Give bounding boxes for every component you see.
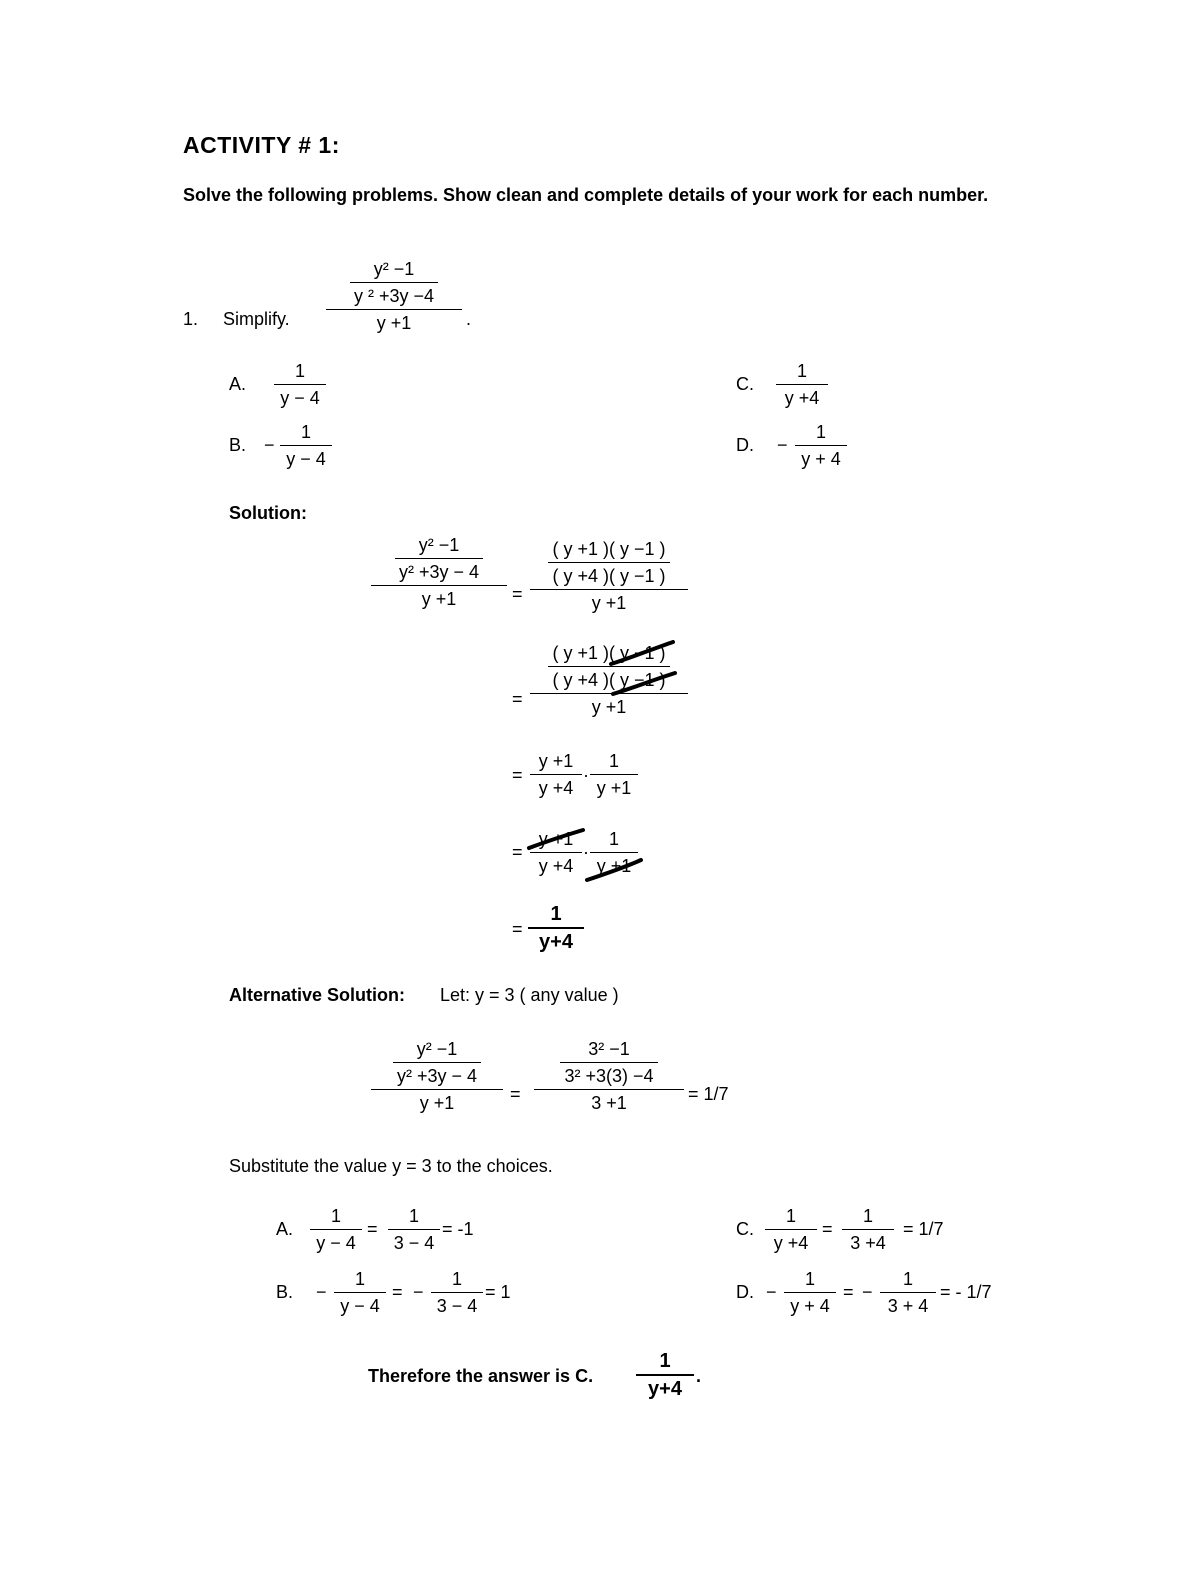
alternative-let: Let: y = 3 ( any value )	[440, 985, 619, 1005]
fraction-bar	[776, 384, 828, 385]
sub-choice-a-label: A.	[276, 1219, 294, 1239]
solution-final	[528, 903, 584, 953]
alt-lhs-mid: y² +3y − 4	[396, 1066, 478, 1086]
fraction-bar	[880, 1292, 936, 1293]
fraction-bar	[530, 774, 582, 775]
sub-c-den2: 3 +4	[850, 1233, 886, 1253]
equals-sign: =	[512, 842, 523, 862]
choice-b-sign: −	[264, 435, 275, 455]
problem-expr-num: y² −1	[373, 259, 415, 279]
choice-d-den: y + 4	[801, 449, 841, 469]
cancel-strike-marks	[605, 640, 685, 700]
equals-sign: =	[392, 1282, 403, 1302]
sub-choice-d-result: = - 1/7	[940, 1282, 992, 1302]
sub-b-den: y − 4	[340, 1296, 380, 1316]
sub-a-den: y − 4	[316, 1233, 356, 1253]
equals-sign: =	[367, 1219, 378, 1239]
sub-d-den2: 3 + 4	[887, 1296, 929, 1316]
solution-step1-mid: ( y +4 )( y −1 )	[552, 566, 666, 586]
fraction-bar	[842, 1229, 894, 1230]
choice-d-fraction	[795, 421, 847, 470]
solution-lhs-mid: y² +3y − 4	[398, 562, 480, 582]
solution-step1-num: ( y +1 )( y −1 )	[552, 539, 666, 559]
equals-sign: =	[510, 1084, 521, 1104]
alternative-rhs	[534, 1038, 684, 1114]
multiply-dot: ·	[583, 842, 589, 862]
problem-expr-mid: y ² +3y −4	[353, 286, 435, 306]
sub-c-num: 1	[785, 1206, 796, 1226]
choice-b-den: y − 4	[286, 449, 326, 469]
final-den: y+4	[539, 931, 573, 953]
choice-d-num: 1	[815, 422, 826, 442]
alt-rhs-den: 3 +1	[591, 1093, 627, 1113]
solution-lhs-num: y² −1	[418, 535, 460, 555]
alt-lhs-num: y² −1	[416, 1039, 458, 1059]
fraction-bar	[371, 585, 507, 586]
fraction-bar	[274, 384, 326, 385]
sub-choice-d-sign: −	[766, 1282, 777, 1302]
alternative-lhs	[371, 1038, 503, 1114]
sub-d-num: 1	[804, 1269, 815, 1289]
solution-step3-factor1	[530, 750, 582, 799]
sub-c-num2: 1	[862, 1206, 873, 1226]
choice-b-label: B.	[229, 435, 247, 455]
sub-choice-a-result: = -1	[442, 1219, 474, 1239]
solution-step2-den: y +1	[591, 697, 627, 717]
sub-a-den2: 3 − 4	[393, 1233, 435, 1253]
sub-choice-c-label: C.	[736, 1219, 754, 1239]
fraction-bar	[590, 774, 638, 775]
solution-step1	[530, 538, 688, 614]
choice-d-sign: −	[777, 435, 788, 455]
choice-c-den: y +4	[784, 388, 820, 408]
sub-choice-d-fraction2	[880, 1268, 936, 1317]
equals-sign: =	[512, 765, 523, 785]
sub-choice-d-sign2: −	[862, 1282, 873, 1302]
sub-a-num2: 1	[408, 1206, 419, 1226]
step4-f2-den-cancelled: y +1	[596, 856, 632, 876]
fraction-bar	[795, 445, 847, 446]
fraction-bar	[636, 1374, 694, 1376]
fraction-bar	[560, 1062, 657, 1063]
fraction-bar	[548, 562, 669, 563]
sub-b-den2: 3 − 4	[436, 1296, 478, 1316]
sub-choice-a-fraction2	[388, 1205, 440, 1254]
sub-b-num: 1	[354, 1269, 365, 1289]
cancel-strike-marks	[525, 826, 650, 886]
sub-choice-d-label: D.	[736, 1282, 754, 1302]
sub-choice-b-sign2: −	[413, 1282, 424, 1302]
activity-title: ACTIVITY # 1:	[183, 132, 340, 158]
choice-b-num: 1	[300, 422, 311, 442]
conclusion-den: y+4	[648, 1378, 682, 1400]
alternative-heading: Alternative Solution:	[229, 985, 406, 1005]
step2-num-factor-b-cancelled: ( y −1 )	[609, 643, 666, 663]
conclusion-text: Therefore the answer is C.	[368, 1366, 594, 1386]
conclusion-period: .	[696, 1366, 702, 1386]
step2-num-factor-a: ( y +1 )	[552, 643, 609, 663]
fraction-bar	[784, 1292, 836, 1293]
instructions: Solve the following problems. Show clean and complete details of your work for each number.	[183, 185, 989, 205]
sub-choice-c-fraction2	[842, 1205, 894, 1254]
step3-f1-num: y +1	[538, 751, 574, 771]
problem-prompt: Simplify.	[223, 309, 290, 329]
fraction-bar	[528, 927, 584, 929]
choice-a-label: A.	[229, 374, 247, 394]
sub-choice-b-result: = 1	[485, 1282, 511, 1302]
final-num: 1	[550, 903, 562, 925]
fraction-bar	[388, 1229, 440, 1230]
choice-c-label: C.	[736, 374, 754, 394]
alt-rhs-mid: 3² +3(3) −4	[564, 1066, 654, 1086]
step2-mid-factor-b-cancelled: ( y −1 )	[609, 670, 666, 690]
solution-lhs	[371, 534, 507, 610]
fraction-bar	[534, 1089, 684, 1090]
equals-sign: =	[512, 919, 523, 939]
fraction-bar	[310, 1229, 362, 1230]
choice-c-fraction	[776, 360, 828, 409]
sub-d-den: y + 4	[790, 1296, 830, 1316]
equals-sign: =	[822, 1219, 833, 1239]
sub-b-num2: 1	[451, 1269, 462, 1289]
choice-c-num: 1	[796, 361, 807, 381]
sub-a-num: 1	[330, 1206, 341, 1226]
sub-d-num2: 1	[902, 1269, 913, 1289]
sub-choice-b-label: B.	[276, 1282, 294, 1302]
choice-b-fraction	[280, 421, 332, 470]
step4-f2-num: 1	[608, 829, 619, 849]
equals-sign: =	[512, 689, 523, 709]
alternative-result: = 1/7	[688, 1084, 729, 1104]
equals-sign: =	[843, 1282, 854, 1302]
conclusion-fraction	[636, 1350, 694, 1400]
solution-step3-factor2	[590, 750, 638, 799]
fraction-bar	[371, 1089, 503, 1090]
choice-a-fraction	[274, 360, 326, 409]
sub-choice-c-fraction	[765, 1205, 817, 1254]
choice-a-den: y − 4	[280, 388, 320, 408]
step3-f2-den: y +1	[596, 778, 632, 798]
fraction-bar	[393, 1062, 481, 1063]
solution-step1-den: y +1	[591, 593, 627, 613]
sub-choice-a-fraction	[310, 1205, 362, 1254]
step3-f1-den: y +4	[538, 778, 574, 798]
fraction-bar	[431, 1292, 483, 1293]
fraction-bar	[765, 1229, 817, 1230]
fraction-bar	[326, 309, 462, 310]
alt-lhs-den: y +1	[419, 1093, 455, 1113]
sub-c-den: y +4	[773, 1233, 809, 1253]
step3-f2-num: 1	[608, 751, 619, 771]
multiply-dot: ·	[583, 765, 589, 785]
problem-period: .	[466, 309, 472, 329]
sub-choice-b-fraction2	[431, 1268, 483, 1317]
problem-expr-den: y +1	[376, 313, 412, 333]
step2-mid-factor-a: ( y +4 )	[552, 670, 609, 690]
fraction-bar	[530, 589, 688, 590]
solution-lhs-den: y +1	[421, 589, 457, 609]
solution-heading: Solution:	[229, 503, 307, 523]
problem-expression	[326, 258, 462, 334]
fraction-bar	[395, 558, 483, 559]
sub-choice-b-sign: −	[316, 1282, 327, 1302]
step4-f1-den: y +4	[538, 856, 574, 876]
sub-choice-b-fraction	[334, 1268, 386, 1317]
sub-choice-c-result: = 1/7	[903, 1219, 944, 1239]
substitute-text: Substitute the value y = 3 to the choices.	[229, 1156, 553, 1176]
fraction-bar	[280, 445, 332, 446]
fraction-bar	[334, 1292, 386, 1293]
equals-sign: =	[512, 584, 523, 604]
fraction-bar	[350, 282, 438, 283]
alt-rhs-num: 3² −1	[588, 1039, 630, 1059]
conclusion-num: 1	[659, 1350, 671, 1372]
sub-choice-d-fraction	[784, 1268, 836, 1317]
choice-a-num: 1	[294, 361, 305, 381]
choice-d-label: D.	[736, 435, 754, 455]
step4-f1-num-cancelled: y +1	[538, 829, 574, 849]
problem-number: 1.	[183, 309, 199, 329]
